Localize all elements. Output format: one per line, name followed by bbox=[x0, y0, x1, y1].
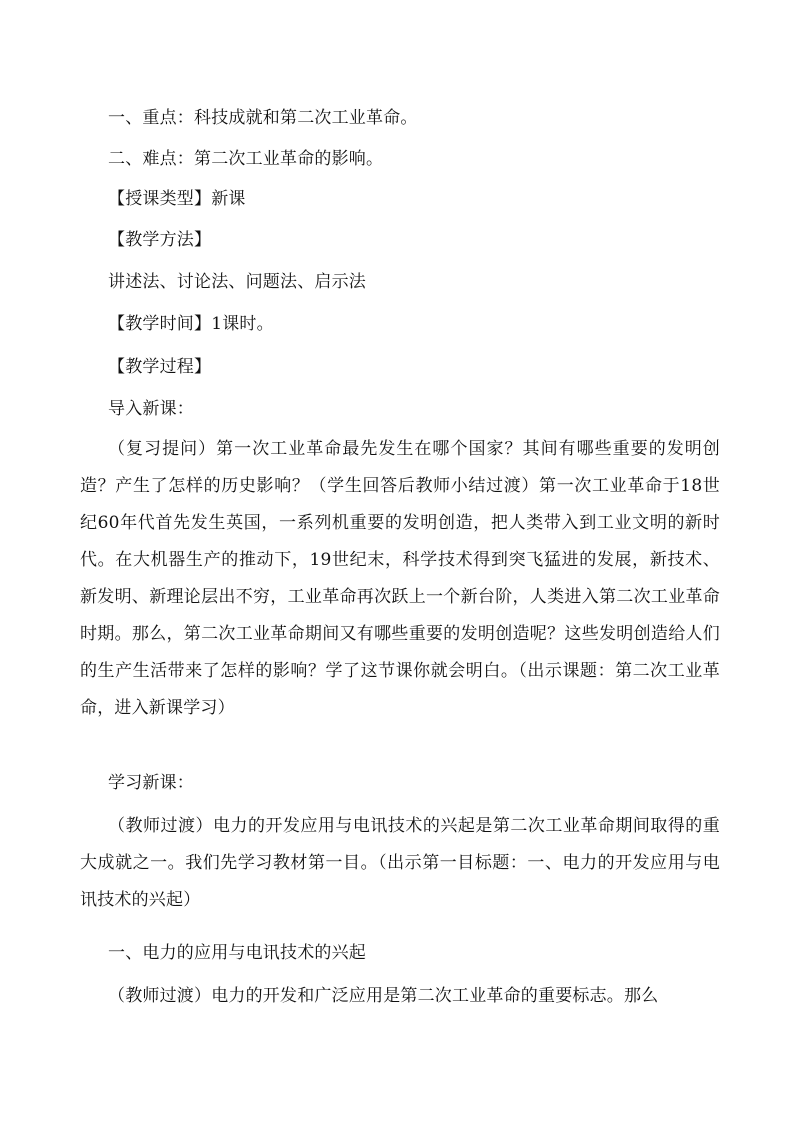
intro-paragraph: （复习提问）第一次工业革命最先发生在哪个国家？其间有哪些重要的发明创造？产生了怎样的历史影响？（学生回答后教师小结过渡）第一次工业革命于18世纪60年代首先发生英国，一系列机重要的发明创造，把人类带入到工业文明的新时代。在大机器生产的推动下，19世纪末，科学技术得到突飞猛进的发展，新技术、新发明、新理论层出不穷，工业革命再次跃上一个新台阶，人类进入第二次工业革命时期。那么，第二次工业革命期间又有哪些重要的发明创造呢？这些发明创造给人们的生产生活带来了怎样的影响？学了这节课你就会明白。（出示课题：第二次工业革命，进入新课学习） bbox=[80, 439, 720, 718]
teaching-time-line: 【教学时间】1课时。 bbox=[108, 314, 274, 334]
teaching-method-heading: 【教学方法】 bbox=[108, 230, 212, 250]
learn-new-lesson-heading: 学习新课： bbox=[108, 773, 194, 793]
final-line: （教师过渡）电力的开发和广泛应用是第二次工业革命的重要标志。那么 bbox=[108, 986, 659, 1006]
teaching-method-list: 讲述法、讨论法、问题法、启示法 bbox=[108, 272, 366, 292]
intro-heading: 导入新课： bbox=[108, 399, 194, 419]
teaching-process-heading: 【教学过程】 bbox=[108, 357, 212, 377]
lesson-type-line: 【授课类型】新课 bbox=[108, 189, 246, 209]
difficulty-line: 二、难点：第二次工业革命的影响。 bbox=[108, 149, 384, 169]
transition-paragraph: （教师过渡）电力的开发应用与电讯技术的兴起是第二次工业革命期间取得的重大成就之一。我们先学习教材第一目。（出示第一目标题：一、电力的开发应用与电讯技术的兴起） bbox=[80, 816, 720, 910]
key-point-line: 一、重点：科技成就和第二次工业革命。 bbox=[108, 108, 418, 128]
section-heading: 一、电力的应用与电讯技术的兴起 bbox=[108, 943, 366, 963]
